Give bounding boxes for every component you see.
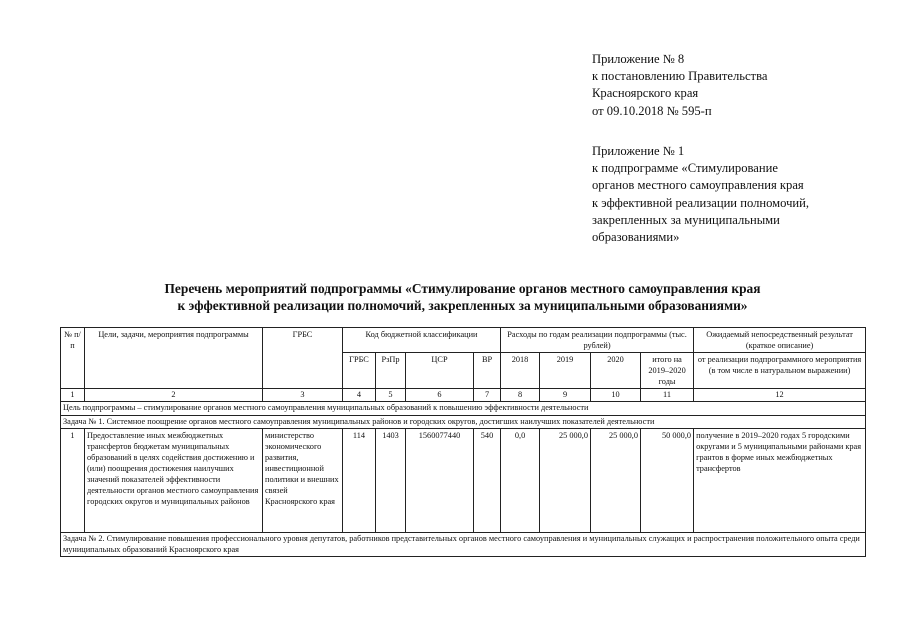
column-number: 5: [376, 389, 406, 402]
appendix-8-header: [592, 51, 892, 120]
header-csr: ЦСР: [406, 353, 474, 389]
appendix-8-line: от 09.10.2018 № 595-п: [592, 103, 712, 118]
column-number: 4: [343, 389, 376, 402]
header-result-top: Ожидаемый непосредственный результат (краткое описание): [694, 328, 866, 353]
task-2-text: Задача № 2. Стимулирование повышения профессионального уровня депутатов, работников представительных органов местного самоуправления и муниципальных служащих и распространения положительного опыта среди муниципальных образований Красноярского края: [61, 533, 866, 557]
header-budget-code: Код бюджетной классификации: [343, 328, 501, 353]
task-1-row: [61, 415, 866, 429]
header-grbs: ГРБС: [263, 328, 343, 389]
column-number: 6: [406, 389, 474, 402]
row-total: 50 000,0: [641, 429, 694, 533]
column-number: 8: [501, 389, 540, 402]
column-number: 11: [641, 389, 694, 402]
row-2020: 25 000,0: [591, 429, 641, 533]
header-goals: Цели, задачи, мероприятия подпрограммы: [85, 328, 263, 389]
column-number: 3: [263, 389, 343, 402]
column-number: 9: [540, 389, 591, 402]
header-2019: 2019: [540, 353, 591, 389]
column-number: 7: [474, 389, 501, 402]
row-grbs-code: 114: [343, 429, 376, 533]
header-result-bottom: от реализации подпрограммного мероприятия (в том числе в натуральном выражении): [694, 353, 866, 389]
header-total: итого на 2019–2020 годы: [641, 353, 694, 389]
header-2018: 2018: [501, 353, 540, 389]
row-csr: 1560077440: [406, 429, 474, 533]
document-title: [60, 280, 865, 314]
column-number: 10: [591, 389, 641, 402]
title-line-1: Перечень мероприятий подпрограммы «Стимулирование органов местного самоуправления края: [164, 281, 761, 296]
appendix-1-line: образованиями»: [592, 230, 680, 245]
column-number-row: [61, 389, 866, 402]
appendix-1-line: Приложение № 1: [592, 144, 685, 158]
column-number: 12: [694, 389, 866, 402]
header-2020: 2020: [591, 353, 641, 389]
appendix-1-line: к подпрограмме «Стимулирование: [592, 161, 778, 176]
header-num: № п/п: [61, 328, 85, 389]
row-number: 1: [61, 429, 85, 533]
appendix-1-line: закрепленных за муниципальными: [592, 212, 780, 227]
appendix-8-line: Приложение № 8: [592, 52, 685, 66]
column-number: 1: [61, 389, 85, 402]
table-row: [61, 429, 866, 533]
header-rzpr: РзПр: [376, 353, 406, 389]
goal-text: Цель подпрограммы – стимулирование органов местного самоуправления муниципальных образований к повышению эффективности деятельности: [61, 402, 866, 416]
goal-row: [61, 402, 866, 416]
appendix-1-line: к эффективной реализации полномочий,: [592, 195, 810, 210]
header-expenses: Расходы по годам реализации подпрограммы (тыс. рублей): [501, 328, 694, 353]
appendix-8-line: к постановлению Правительства: [592, 69, 768, 84]
header-grbs-code: ГРБС: [343, 353, 376, 389]
header-vr: ВР: [474, 353, 501, 389]
row-vr: 540: [474, 429, 501, 533]
row-2019: 25 000,0: [540, 429, 591, 533]
measures-table: [60, 327, 866, 557]
row-2018: 0,0: [501, 429, 540, 533]
row-description: Предоставление иных межбюджетных трансфертов бюджетам муниципальных образований в целях содействия достижению и (или) поощрения достижения наилучших значений показателей эффективности деятельности органов местного самоуправления городских округов и муниципальных районов: [85, 429, 263, 533]
header-row-1: [61, 328, 866, 353]
task-2-row: [61, 533, 866, 557]
task-1-text: Задача № 1. Системное поощрение органов местного самоуправления муниципальных районов и городских округов, достигших наилучших показателей деятельности: [61, 415, 866, 429]
title-line-2: к эффективной реализации полномочий, закрепленных за муниципальными образованиями»: [177, 298, 748, 313]
row-grbs: министерство экономического развития, инвестиционной политики и внешних связей Красноярского края: [263, 429, 343, 533]
row-result: получение в 2019–2020 годах 5 городскими округами и 5 муниципальными районами края грантов в форме иных межбюджетных трансфертов: [694, 429, 866, 533]
column-number: 2: [85, 389, 263, 402]
appendix-8-line: Красноярского края: [592, 86, 699, 101]
row-rzpr: 1403: [376, 429, 406, 533]
appendix-1-header: [592, 143, 892, 246]
appendix-1-line: органов местного самоуправления края: [592, 178, 804, 193]
